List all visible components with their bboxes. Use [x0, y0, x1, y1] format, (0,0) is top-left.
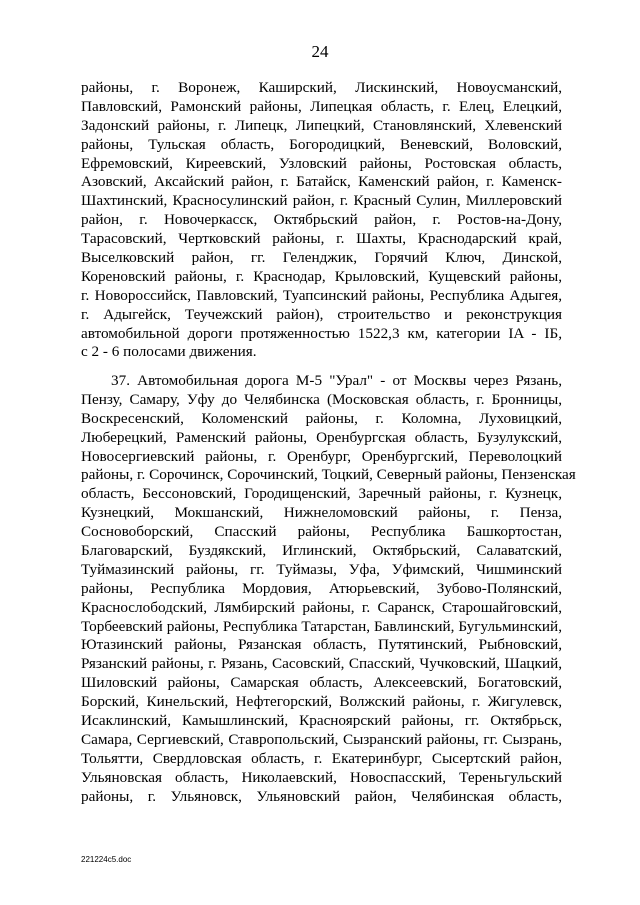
paragraph-line: Выселковский район, гг. Геленджик, Горячий Ключ, Динской, — [81, 249, 562, 267]
paragraph-line: Борский, Кинельский, Нефтегорский, Волжский районы, г. Жигулевск, — [81, 693, 562, 711]
paragraph-line: Кузнецкий, Мокшанский, Нижнеломовский районы, г. Пенза, — [81, 504, 562, 522]
paragraph-line: Ютазинский районы, Рязанская область, Путятинский, Рыбновский, — [81, 636, 562, 654]
paragraph-line: районы, Тульская область, Богородицкий, Веневский, Воловский, — [81, 135, 562, 153]
paragraph-line: Краснослободский, Лямбирский районы, г. Саранск, Старошайговский, — [81, 598, 562, 616]
paragraph-line: Воскресенский, Коломенский районы, г. Коломна, Луховицкий, — [81, 409, 562, 427]
paragraph-line: с 2 - 6 полосами движения. — [81, 343, 257, 361]
paragraph-2 — [81, 372, 576, 806]
paragraph-line: Павловский, Рамонский районы, Липецкая область, г. Елец, Елецкий, — [81, 97, 562, 115]
paragraph-line: Кореновский районы, г. Краснодар, Крыловский, Кущевский районы, — [81, 267, 562, 285]
paragraph-line: Ульяновская область, Николаевский, Новоспасский, Тереньгульский — [81, 768, 562, 786]
paragraph-line: г. Новороссийск, Павловский, Туапсинский районы, Республика Адыгея, — [81, 286, 562, 304]
paragraph-line: Тарасовский, Чертковский районы, г. Шахты, Краснодарский край, — [81, 230, 562, 248]
paragraph-line: Туймазинский районы, гг. Туймазы, Уфа, Уфимский, Чишминский — [81, 560, 562, 578]
paragraph-line: Азовский, Аксайский район, г. Батайск, Каменский район, г. Каменск- — [81, 173, 562, 191]
paragraph-line: Шиловский районы, Самарская область, Алексеевский, Богатовский, — [81, 674, 562, 692]
paragraph-line: Сосновоборский, Спасский районы, Республика Башкортостан, — [81, 523, 562, 541]
paragraph-line: Ефремовский, Киреевский, Узловский районы, Ростовская область, — [81, 154, 562, 172]
paragraph-line: г. Адыгейск, Теучежский район), строительство и реконструкция — [81, 305, 562, 323]
paragraph-line: Новосергиевский районы, г. Оренбург, Оренбургский, Переволоцкий — [81, 447, 562, 465]
paragraph-1 — [81, 79, 562, 362]
paragraph-line: Торбеевский районы, Республика Татарстан, Бавлинский, Бугульминский, — [81, 617, 562, 635]
paragraph-line: Благоварский, Буздякский, Иглинский, Октябрьский, Салаватский, — [81, 542, 562, 560]
paragraph-line: автомобильной дороги протяженностью 1522,3 км, категории IA - IБ, — [81, 324, 562, 342]
paragraph-line: район, г. Новочеркасск, Октябрьский район, г. Ростов-на-Дону, — [81, 211, 562, 229]
paragraph-line: Люберецкий, Раменский районы, Оренбургская область, Бузулукский, — [81, 428, 562, 446]
paragraph-line: районы, г. Воронеж, Каширский, Лискинский, Новоусманский, — [81, 79, 562, 96]
paragraph-line: область, Бессоновский, Городищенский, Заречный районы, г. Кузнецк, — [81, 485, 562, 503]
paragraph-line: районы, г. Сорочинск, Сорочинский, Тоцкий, Северный районы, Пензенская — [81, 466, 576, 484]
paragraph-line: районы, г. Ульяновск, Ульяновский район, Челябинская область, — [81, 787, 562, 805]
paragraph-line: Рязанский районы, г. Рязань, Сасовский, Спасский, Чучковский, Шацкий, — [81, 655, 562, 673]
paragraph-line: Тольятти, Свердловская область, г. Екатеринбург, Сысертский район, — [81, 749, 562, 767]
paragraph-line: Пензу, Самару, Уфу до Челябинска (Московская область, г. Бронницы, — [81, 390, 562, 408]
paragraph-line: Задонский районы, г. Липецк, Липецкий, Становлянский, Хлевенский — [81, 116, 562, 134]
footer-file-code: 221224c5.doc — [81, 855, 132, 864]
paragraph-line: районы, Республика Мордовия, Атюрьевский, Зубово-Полянский, — [81, 579, 562, 597]
paragraph-line: 37. Автомобильная дорога М-5 "Урал" - от Москвы через Рязань, — [111, 372, 562, 389]
paragraph-line: Самара, Сергиевский, Ставропольский, Сызранский районы, гг. Сызрань, — [81, 730, 562, 748]
page-number: 24 — [311, 42, 329, 61]
paragraph-line: Исаклинский, Камышлинский, Красноярский районы, гг. Октябрьск, — [81, 712, 562, 730]
paragraph-line: Шахтинский, Красносулинский район, г. Красный Сулин, Миллеровский — [81, 192, 562, 210]
